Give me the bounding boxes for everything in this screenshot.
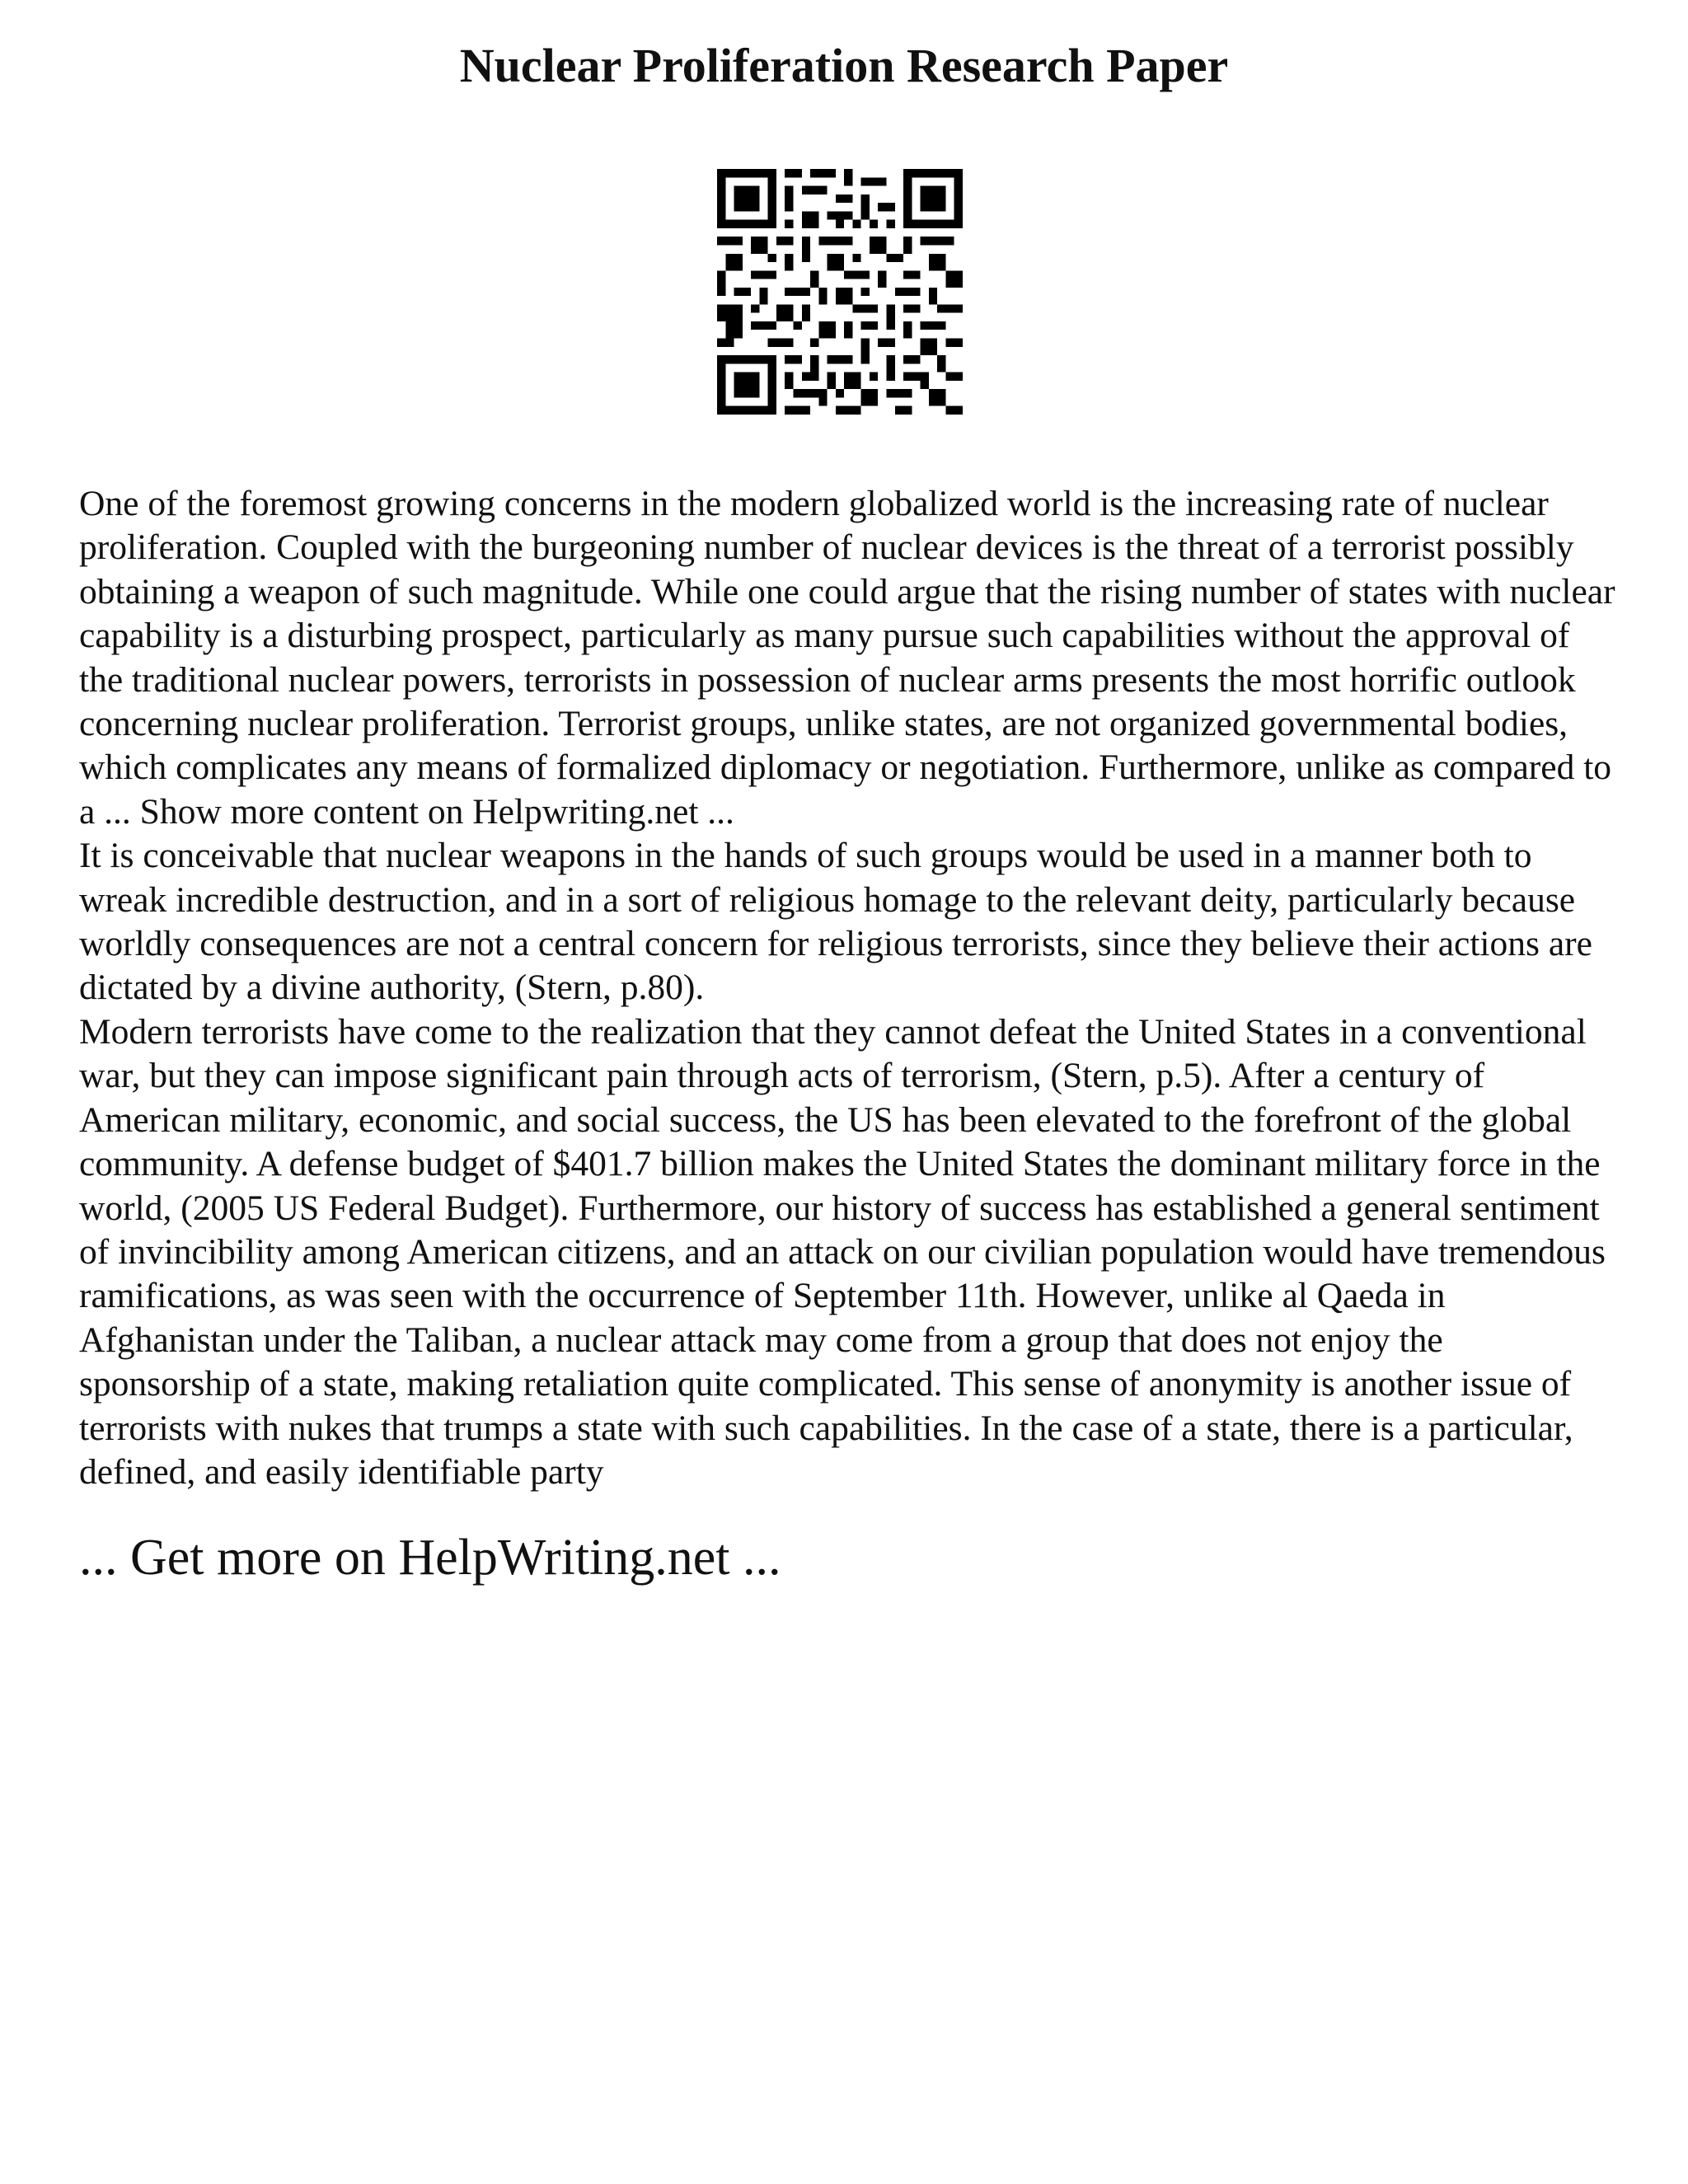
get-more-link[interactable]: ... Get more on HelpWriting.net ...	[79, 1530, 781, 1586]
paragraph-3: Modern terrorists have come to the realization that they cannot defeat the United States in a conventional war, but they can impose significant pain through acts of terrorism, (Stern, p.5). After a century of American military, economic, and social success, the US has been elevated to the forefront of the global community. A defense budget of $401.7 billion makes the United States the dominant military force in the world, (2005 US Federal Budget). Furthermore, our history of success has established a general sentiment of invincibility among American citizens, and an attack on our civilian population would have tremendous ramifications, as was seen with the occurrence of September 11th. However, unlike al Qaeda in Afghanistan under the Taliban, a nuclear attack may come from a group that does not enjoy the sponsorship of a state, making retaliation quite complicated. This sense of anonymity is another issue of terrorists with nukes that trumps a state with such capabilities. In the case of a state, there is a particular, defined, and easily identifiable party	[79, 1011, 1606, 1492]
page-title: Nuclear Proliferation Research Paper	[459, 39, 1229, 92]
paragraph-1: One of the foremost growing concerns in the modern globalized world is the increasing rate of nuclear proliferation. Coupled with the burgeoning number of nuclear devices is the threat of a terrorist possibly obtaining a weapon of such magnitude. While one could argue that the rising number of states with nuclear capability is a disturbing prospect, particularly as many pursue such capabilities without the approval of the traditional nuclear powers, terrorists in possession of nuclear arms presents the most horrific outlook concerning nuclear proliferation. Terrorist groups, unlike states, are not organized governmental bodies, which complicates any means of formalized diplomacy or negotiation. Furthermore, unlike as compared to a ... Show more content on Helpwriting.net ...	[79, 484, 1615, 832]
paragraph-2: It is conceivable that nuclear weapons in the hands of such groups would be used in a manner both to wreak incredible destruction, and in a sort of religious homage to the relevant deity, particularly because worldly consequences are not a central concern for religious terrorists, since they believe their actions are dictated by a divine authority, (Stern, p.80).	[79, 836, 1592, 1008]
article-body	[79, 482, 1620, 1494]
qr-code-icon[interactable]	[717, 169, 963, 415]
